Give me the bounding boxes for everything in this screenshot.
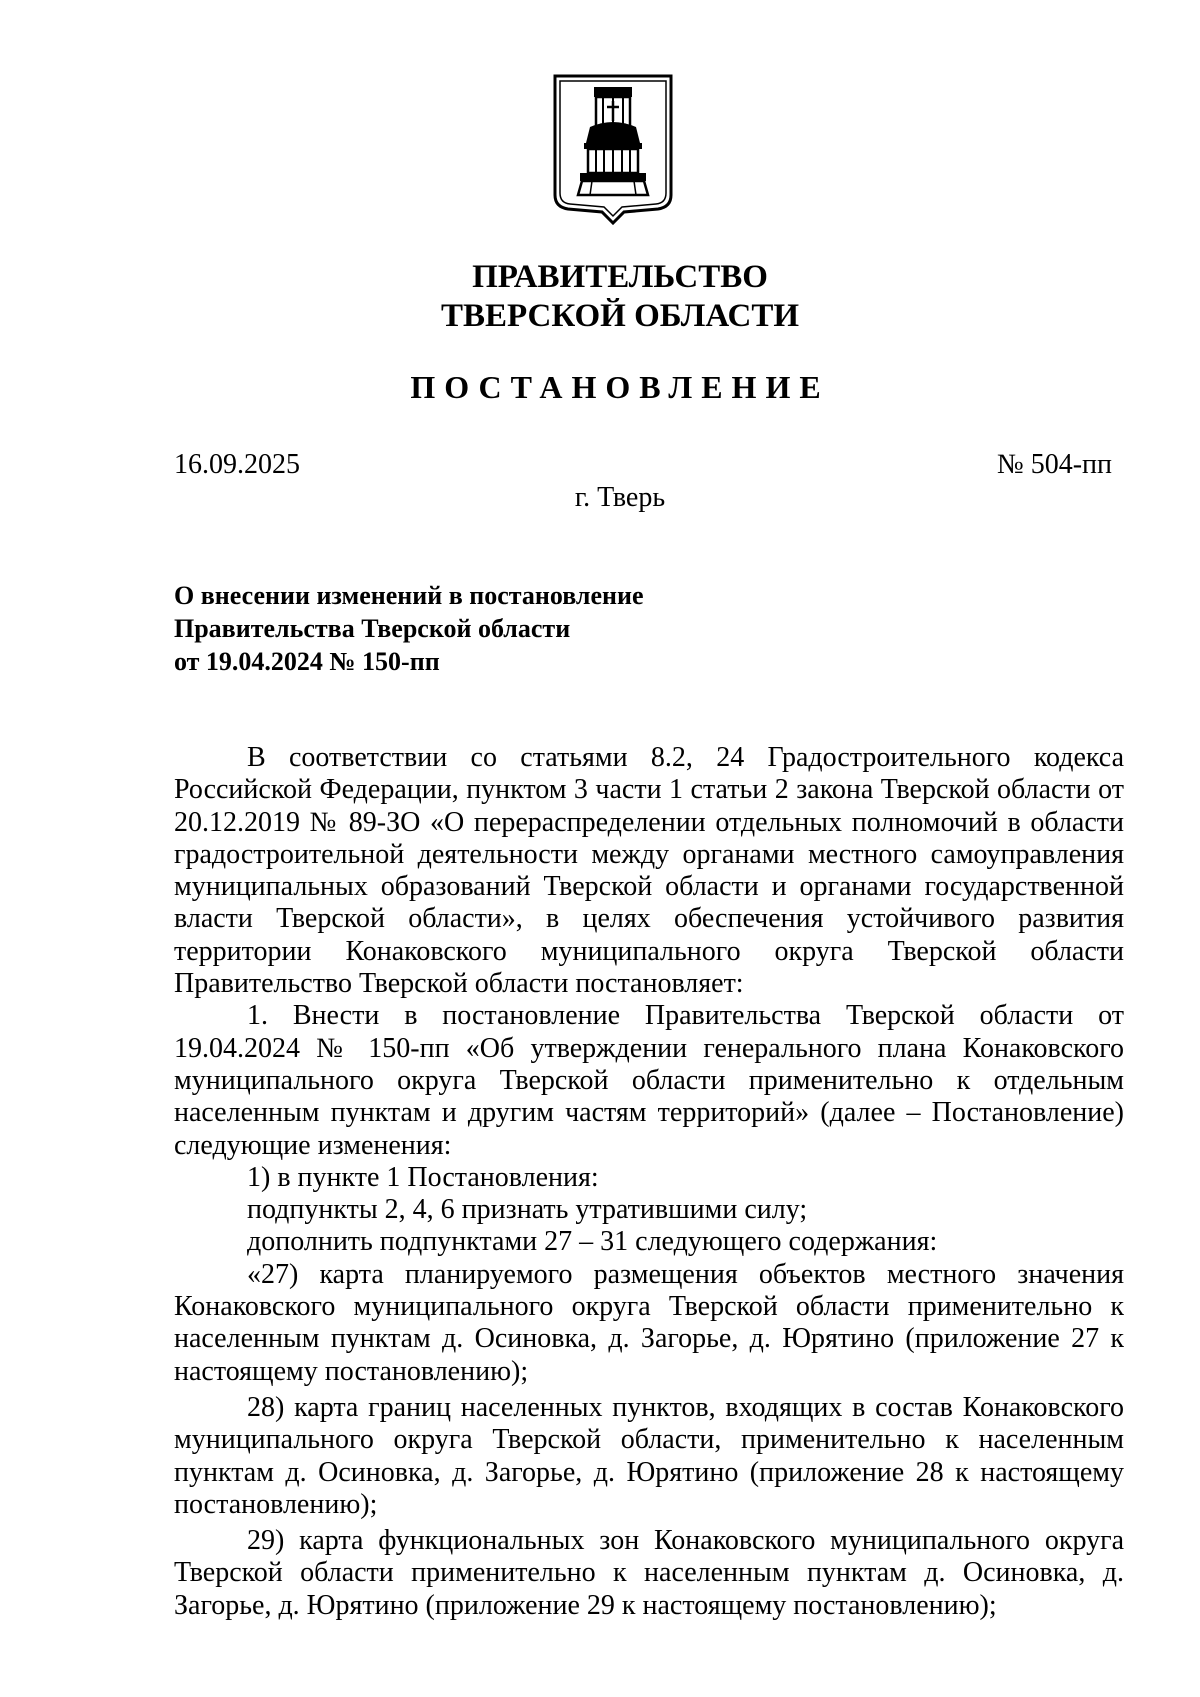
document-city: г. Тверь <box>574 482 666 513</box>
subject-line-3: от 19.04.2024 № 150-пп <box>174 647 440 676</box>
coat-of-arms-icon <box>552 73 674 225</box>
document-type: ПОСТАНОВЛЕНИЕ <box>410 369 830 405</box>
authority-line-2: ТВЕРСКОЙ ОБЛАСТИ <box>440 298 800 334</box>
body-paragraph: 29) карта функциональных зон Конаковского муниципального округа Тверской области применительно к населенным пунктам д. Осиновка, д. Загорье, д. Юрятино (приложение 29 к настоящему постановлению); <box>174 1525 1124 1621</box>
body-paragraph: 1. Внести в постановление Правительства Тверской области от 19.04.2024 № 150-пп «Об утверждении генерального плана Конаковского муниципального округа Тверской области применительно к отдельным населенным пунктам и другим частям территорий» (далее – Постановление) следующие изменения: <box>174 1000 1124 1161</box>
document-number: № 504-пп <box>996 449 1112 480</box>
body-paragraph: дополнить подпунктами 27 – 31 следующего содержания: <box>247 1226 938 1258</box>
authority-line-1: ПРАВИТЕЛЬСТВО <box>472 259 768 295</box>
subject-line-2: Правительства Тверской области <box>174 614 571 643</box>
subject-line-1: О внесении изменений в постановление <box>174 581 644 610</box>
authority-name <box>0 258 1200 336</box>
document-body <box>174 742 1124 1622</box>
body-paragraph: подпункты 2, 4, 6 признать утратившими силу; <box>247 1194 808 1226</box>
document-subject <box>174 579 644 678</box>
body-paragraph: В соответствии со статьями 8.2, 24 Градостроительного кодекса Российской Федерации, пунктом 3 части 1 статьи 2 закона Тверской области от 20.12.2019 № 89-ЗО «О перераспределении отдельных полномочий в области градостроительной деятельности между органами местного самоуправления муниципальных образований Тверской области и органами государственной власти Тверской области», в целях обеспечения устойчивого развития территории Конаковского муниципального округа Тверской области Правительство Тверской области постановляет: <box>174 742 1124 1000</box>
body-paragraph: 28) карта границ населенных пунктов, входящих в состав Конаковского муниципального округа Тверской области, применительно к населенным пунктам д. Осиновка, д. Загорье, д. Юрятино (приложение 28 к настоящему постановлению); <box>174 1391 1124 1520</box>
body-paragraph: «27) карта планируемого размещения объектов местного значения Конаковского муниципального округа Тверской области применительно к населенным пунктам д. Осиновка, д. Загорье, д. Юрятино (приложение 27 к настоящему постановлению); <box>174 1258 1124 1387</box>
body-paragraph: 1) в пункте 1 Постановления: <box>247 1161 599 1193</box>
document-date: 16.09.2025 <box>174 449 300 480</box>
